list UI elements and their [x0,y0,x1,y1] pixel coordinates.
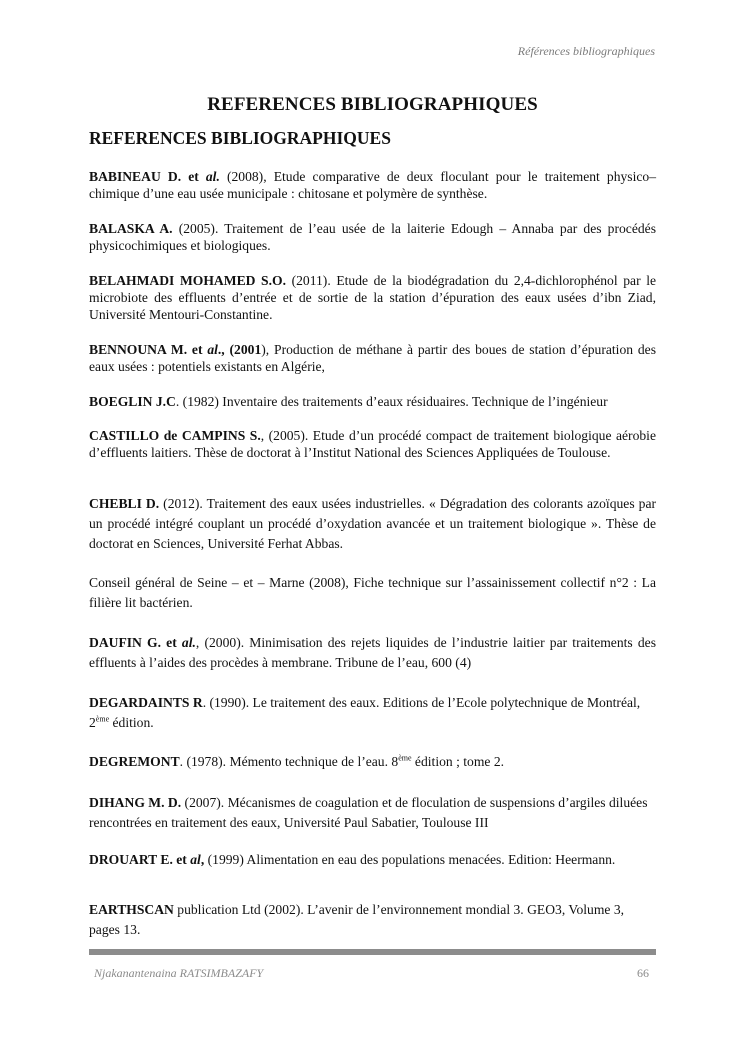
reference-text: . (1978). Mémento technique de l’eau. 8 [179,754,399,769]
reference-author: CASTILLO de CAMPINS S. [89,428,261,443]
reference-author: DROUART E. et [89,852,191,867]
reference-text: publication Ltd (2002). L’avenir de l’environnement mondial 3. GEO3, Volume 3, pages 13. [89,902,625,937]
section-heading: REFERENCES BIBLIOGRAPHIQUES [89,128,391,148]
reference-entry [89,393,656,410]
reference-entry [89,168,656,202]
reference-author: CHEBLI D. [89,496,160,511]
reference-text: , (2005). Etude d’un procédé compact de traitement biologique aérobie d’effluents laitiers. Thèse de doctorat à l’Institut National des Sciences Appliquées de Toulouse. [89,428,656,460]
reference-text: ), Production de méthane à partir des boues de station d’épuration des eaux usées : potentiels existants en Algérie, [89,342,656,374]
reference-author-suffix: ., (2001 [217,342,262,357]
reference-text: . (1990). Le traitement des eaux. Editions de l’Ecole polytechnique de Montréal, 2 [89,695,641,730]
footer-author: Njakanantenaina RATSIMBAZAFY [94,966,264,980]
page-number: 66 [637,966,649,980]
reference-entry [89,341,656,375]
reference-etal: al. [181,635,196,650]
reference-author: DEGARDAINTS R [89,695,203,710]
reference-entry [89,573,656,613]
ordinal-superscript: ème [95,714,110,724]
page-title: REFERENCES BIBLIOGRAPHIQUES [207,94,538,115]
reference-text: . (1982) Inventaire des traitements d’eaux résiduaires. Technique de l’ingénieur [175,394,608,409]
reference-etal: al [207,342,218,357]
reference-etal: al. [205,169,220,184]
reference-entry [89,220,656,254]
reference-entry [89,793,656,833]
reference-entry [89,900,656,940]
reference-entry [89,633,656,673]
reference-text: (2007). Mécanismes de coagulation et de floculation de suspensions d’argiles diluées rencontrées en traitement des eaux, Université Paul Sabatier, Toulouse III [89,795,648,830]
reference-author: DEGREMONT [89,754,180,769]
reference-text-end: édition ; tome 2. [411,754,505,769]
reference-author: BENNOUNA M. et [89,342,208,357]
reference-etal: al [190,852,201,867]
reference-text: , (2000). Minimisation des rejets liquides de l’industrie laitier par traitements des effluents à l’aides des procèdes à membrane. Tribune de l’eau, 600 (4) [89,635,657,670]
reference-author: EARTHSCAN [89,902,174,917]
reference-text: (1999) Alimentation en eau des populations menacées. Edition: Heermann. [204,852,616,867]
reference-text-end: édition. [109,715,154,730]
reference-entry [89,494,656,554]
reference-text: (2012). Traitement des eaux usées industrielles. « Dégradation des colorants azoïques par un procédé intégré couplant un procédé d’oxydation avancée et un traitement biologique ». Thèse de doctorat en Sciences, Université Ferhat Abbas. [89,496,657,551]
reference-entry [89,752,656,772]
reference-text: (2011). Etude de la biodégradation du 2,4-dichlorophénol par le microbiote des effluents d’entrée et de sortie de la station d’épuration des eaux usées d’ibn Ziad, Université Mentouri-Constantine. [89,273,657,322]
reference-text: (2005). Traitement de l’eau usée de la laiterie Edough – Annaba par des procédés physicochimiques et biologiques. [89,221,656,253]
reference-entry [89,851,656,868]
running-header: Références bibliographiques [517,44,655,58]
reference-author-suffix: , [200,852,205,867]
reference-text: (2008), Etude comparative de deux floculant pour le traitement physico–chimique d’une eau usée municipale : chitosane et polymère de synthèse. [89,169,656,201]
ordinal-superscript: ème [398,753,412,763]
reference-author: DIHANG M. D. [89,795,182,810]
reference-text: Conseil général de Seine – et – Marne (2008), Fiche technique sur l’assainissement collectif n°2 : La filière lit bactérien. [89,575,656,610]
reference-entry [89,693,656,733]
reference-author: DAUFIN G. et [89,635,182,650]
footer-divider [89,949,656,955]
reference-author: BOEGLIN J.C [89,394,176,409]
reference-author: BELAHMADI MOHAMED S.O. [89,273,286,288]
reference-entry [89,427,656,461]
reference-author: BALASKA A. [89,221,173,236]
reference-entry [89,272,656,323]
reference-author: BABINEAU D. et [89,169,206,184]
